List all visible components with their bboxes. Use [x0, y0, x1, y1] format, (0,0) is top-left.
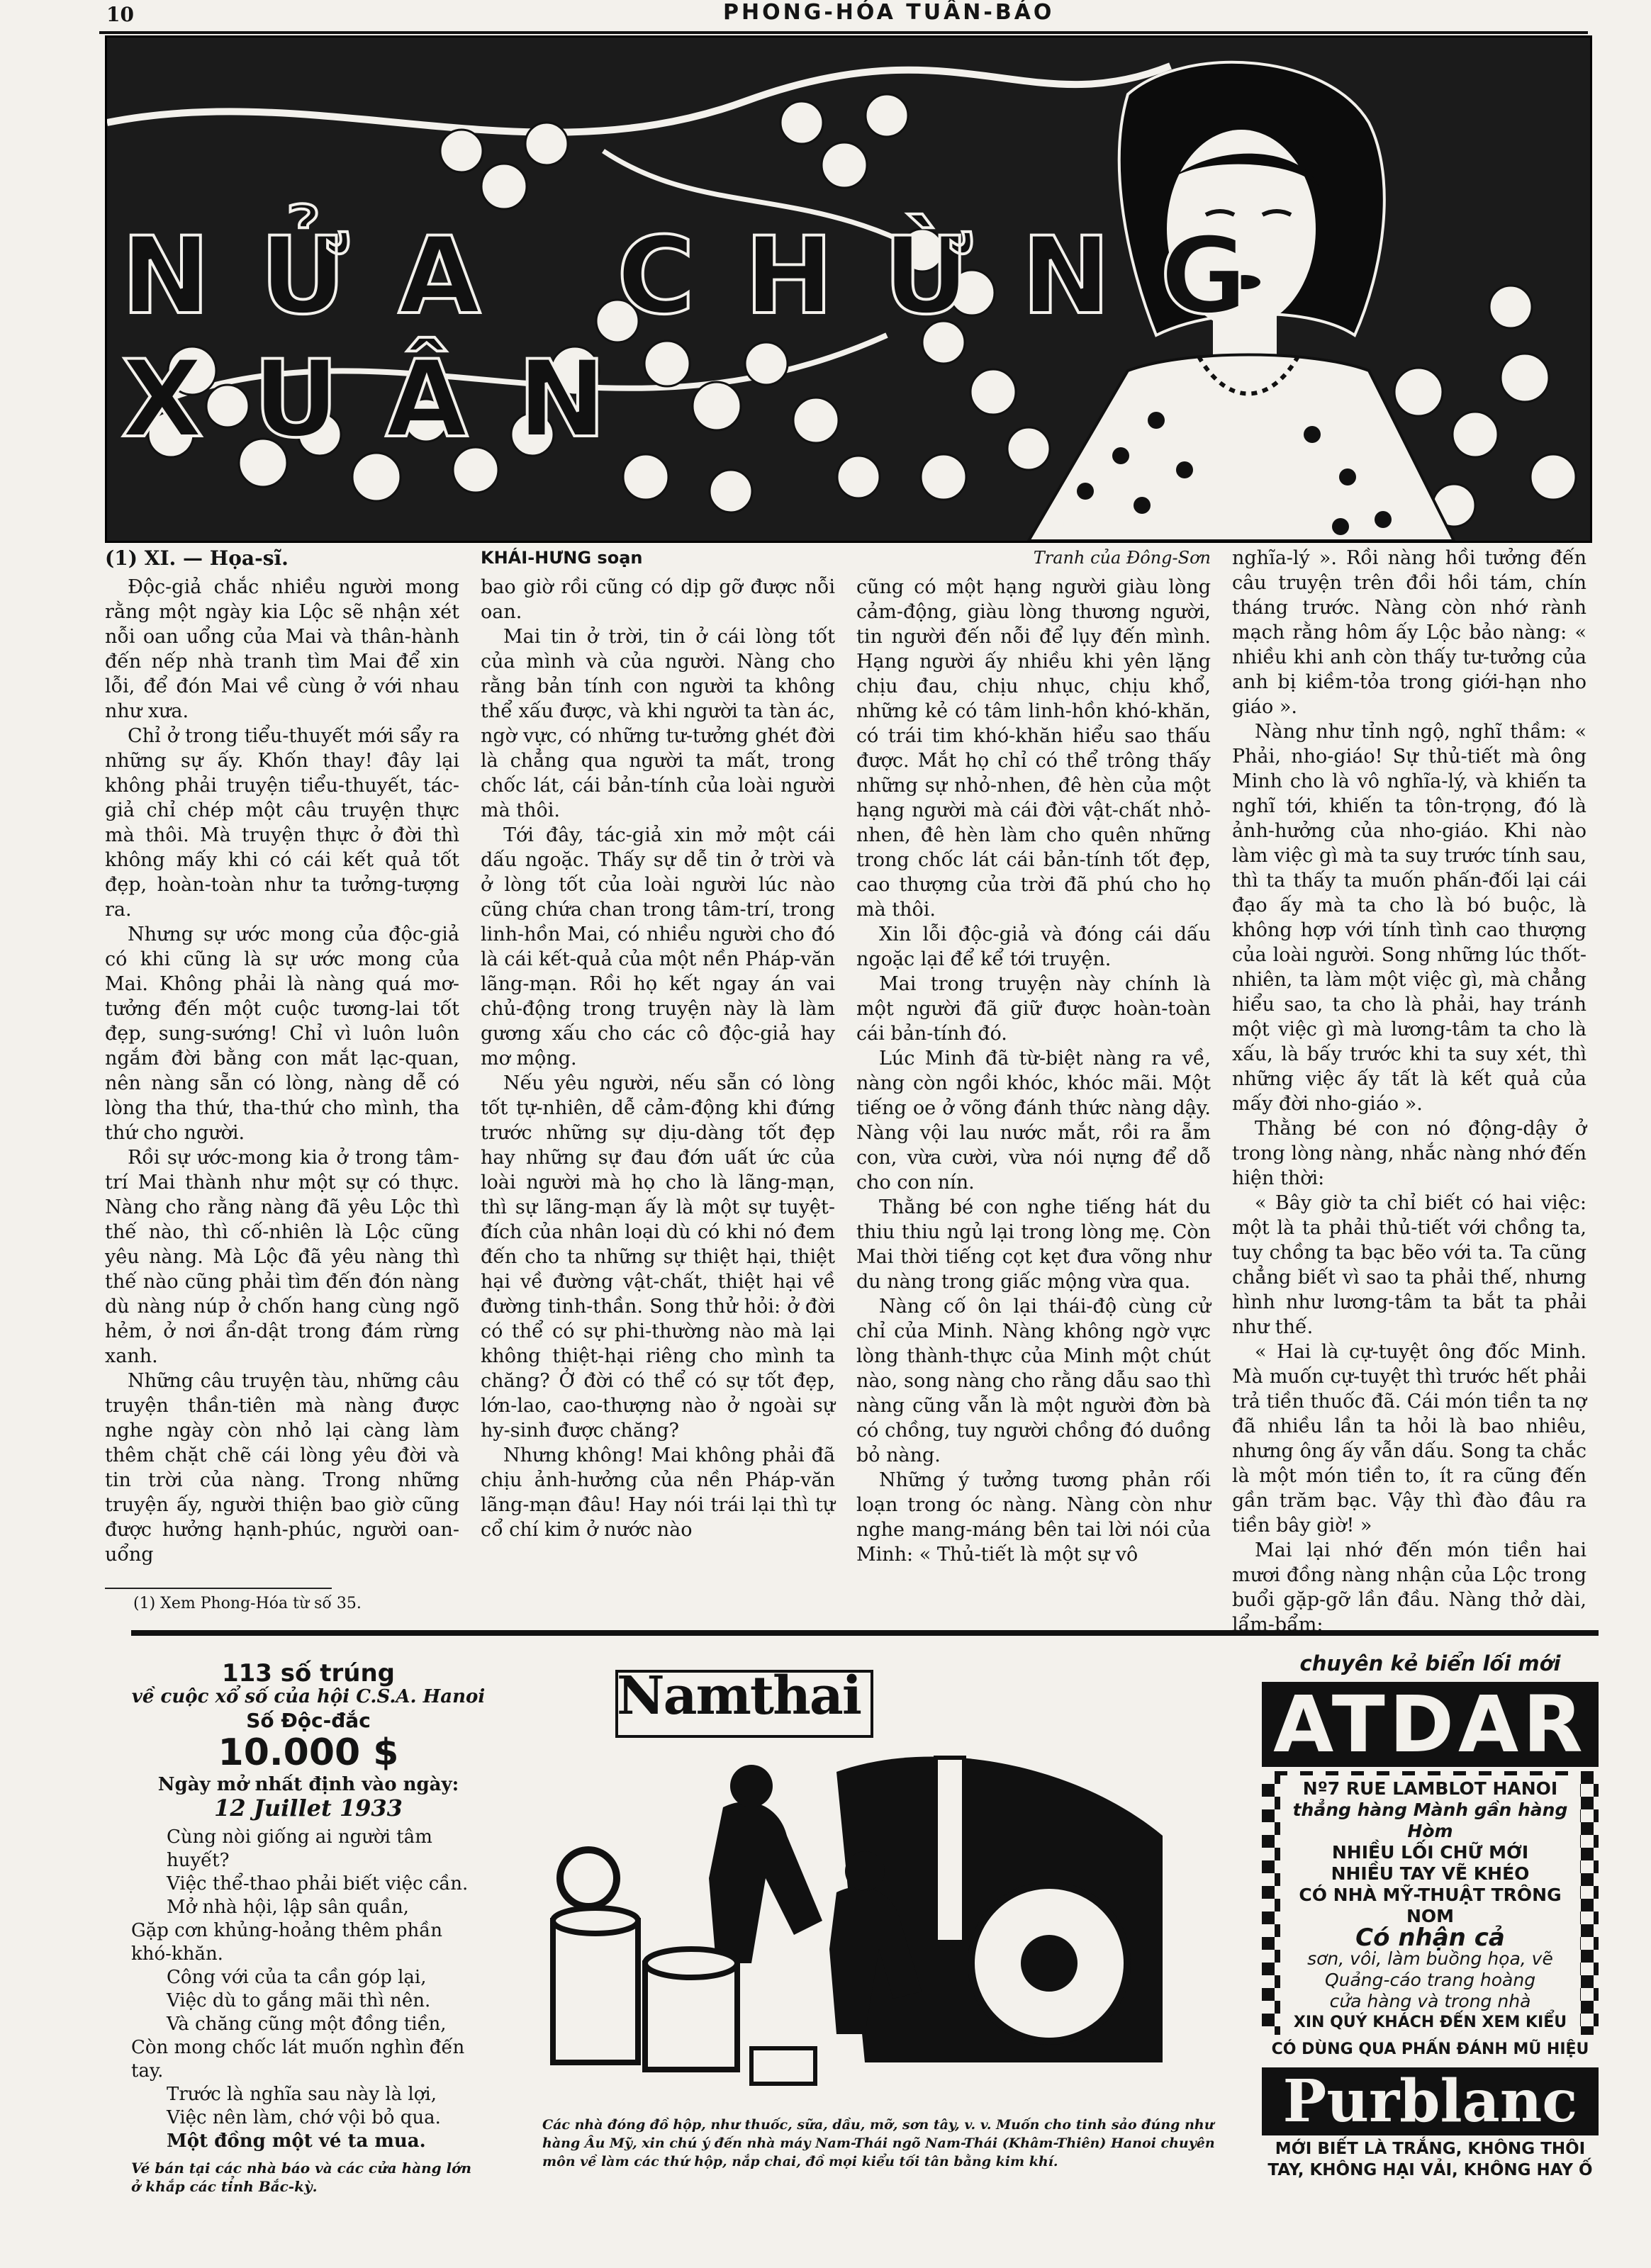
atdar-logo: ATDAR: [1262, 1682, 1599, 1767]
purblanc-logo: Purblanc: [1262, 2067, 1599, 2135]
poem-line: Việc thể-thao phải biết việc cần.: [167, 1873, 469, 1894]
paragraph: « Bây giờ ta chỉ biết có hai việc: một là ta phải thủ-tiết với chồng ta, tuy chồng ta bạc bẽo với ta. Ta cũng chẳng biết vì sao ta phải thế, nhưng hình như lương-tâm ta bắt ta phải như thế.: [1232, 1192, 1586, 1338]
poem-line: Và chăng cũng một đồng tiền,: [167, 2014, 447, 2035]
atdar-line: Có nhận cả: [1355, 1924, 1505, 1952]
article-column-1: [105, 546, 459, 1567]
atdar-advertisement: [1262, 1651, 1599, 2240]
article-column-4: [1232, 546, 1586, 1637]
lottery-footer: Vé bán tại các nhà báo và các cửa hàng lớn ở khắp các tỉnh Bắc-kỳ.: [131, 2160, 472, 2195]
title-banner: [105, 35, 1592, 543]
atdar-line: cửa hàng và trong nhà: [1329, 1991, 1531, 2011]
page-number: 10: [106, 3, 134, 26]
author-byline: KHÁI-HƯNG soạn: [481, 548, 643, 568]
namthai-logo: Namthai: [617, 1666, 861, 1727]
paragraph: Nhưng không! Mai không phải đã chịu ảnh-hưởng của nền Pháp-văn lãng-mạn đâu! Hay nói trái lại thì tự cổ chí kim ở nước nào: [481, 1444, 835, 1541]
atdar-headline: chuyên kẻ biển lối mới: [1299, 1651, 1561, 1675]
lottery-date: 12 Juillet 1933: [214, 1795, 403, 1821]
serial-article: [105, 546, 1588, 1636]
illustration-credit: Tranh của Đông-Sơn: [1033, 548, 1211, 568]
article-column-3: [856, 546, 1211, 1567]
artist-monogram: ĐS: [1050, 505, 1103, 543]
paragraph: Mai trong truyện này chính là một người đã giữ được hoàn-toàn cái bản-tính đó.: [856, 973, 1211, 1045]
footnote: (1) Xem Phong-Hóa từ số 35.: [133, 1595, 362, 1612]
paragraph: Nhưng sự ước mong của độc-giả có khi cũng là sự ước mong của Mai. Không phải là nàng quá mơ-tưởng đến một cuộc tương-lai tốt đẹp, sung-sướng! Chỉ vì luôn luôn ngắm đời bằng con mắt lạc-quan, nên nàng sẵn có lòng, nàng dễ có lòng tha thứ, tha-thứ cho mình, tha thứ cho người.: [105, 924, 459, 1144]
paragraph: bao giờ rồi cũng có dịp gỡ được nỗi oan.: [481, 576, 835, 623]
paragraph: Những ý tưởng tương phản rối loạn trong óc nàng. Nàng còn như nghe mang-máng bên tai lời nói của Minh: « Thủ-tiết là một sự vô: [856, 1469, 1211, 1566]
lottery-line-1: 113 số trúng: [221, 1659, 395, 1688]
atdar-line: sơn, vôi, làm buồng họa, vẽ: [1307, 1948, 1553, 1969]
paragraph: Nàng như tỉnh ngộ, nghĩ thầm: « Phải, nho-giáo! Sự thủ-tiết mà ông Minh cho là vô nghĩa-lý, và khiến ta nghĩ tới, khiến ta tôn-trọng, đó là ảnh-hưởng của nho-giáo. Khi nào làm việc gì mà ta suy trước tính sau, thì ta thấy ta muốn phấn-đối lại cái đạo ấy mà ta cho là bó buộc, là không hợp với tính tình cao thượng của loài người. Song những lúc thốt-nhiên, ta làm một việc gì, mà chẳng hiểu sao, ta cho là phải, hay tránh một việc gì mà lương-tâm ta cho là xấu, là bấy trước khi ta suy xét, thì những việc ấy tất là kết quả của mấy đời nho-giáo ».: [1232, 721, 1586, 1115]
poem-line: Cùng nòi giống ai người tâm huyết?: [167, 1826, 432, 1871]
poem-line: Việc nên làm, chớ vội bỏ qua.: [167, 2107, 441, 2128]
footnote-rule: [105, 1588, 332, 1589]
atdar-line: CÓ DÙNG QUA PHẤN ĐÁNH MŨ HIỆU: [1271, 2040, 1589, 2058]
namthai-caption: Các nhà đóng đồ hộp, như thuốc, sữa, dầu, mỡ, sơn tây, v. v. Muốn cho tinh sảo đúng như hàng Âu Mỹ, xin chú ý đến nhà máy Nam-Thái ngõ Nam-Thái (Khâm-Thiên) Hanoi chuyên môn về làm các thứ hộp, nắp chai, đồ mọi kiểu tối tân bằng kim khí.: [542, 2117, 1215, 2169]
banner-title: NỬA CHỪNG XUÂN: [121, 215, 1297, 461]
paragraph: Mai lại nhớ đến món tiền hai mươi đồng nàng nhận của Lộc trong buổi gặp-gỡ lần đầu. Nàng thở dài, lẩm-bẩm:: [1232, 1539, 1586, 1636]
paragraph: Xin lỗi độc-giả và đóng cái dấu ngoặc lại để kể tới truyện.: [856, 924, 1211, 970]
paragraph: cũng có một hạng người giàu lòng cảm-động, giàu lòng thương người, tin người đến nỗi để lụy đến mình. Hạng người ấy nhiều khi yên lặng chịu đau, chịu nhục, chịu khổ, những kẻ có tâm linh-hồn khó-khăn, có trái tim khó-khăn hiểu sao thấu được. Mắt họ chỉ có thể trông thấy những sự nhỏ-nhen, đê hèn của một hạng người mà cái đời vật-chất nhỏ-nhen, đê hèn làm cho quên những trong chốc lát cái bản-tính tốt đẹp, cao thượng của trời đã phú cho họ mà thôi.: [856, 576, 1211, 921]
paragraph: « Hai là cự-tuyệt ông đốc Minh. Mà muốn cự-tuyệt thì trước hết phải trả tiền thuốc đã. Cái món tiền ta nợ đã nhiều lần ta hỏi là bao nhiêu, nhưng ông ấy vẫn dấu. Song ta chắc là một món tiền to, ít ra cũng đến gần trăm bạc. Vậy thì đào đâu ra tiền bây giờ! »: [1232, 1341, 1586, 1537]
paragraph: Những câu truyện tàu, những câu truyện thần-tiên mà nàng được nghe ngày còn nhỏ lại càng làm thêm chặt chẽ cái lòng yêu đời và tin trời của nàng. Trong những truyện ấy, người thiện bao giờ cũng được hưởng hạnh-phúc, người oan-uổng: [105, 1370, 459, 1566]
atdar-text-panel: [1280, 1775, 1580, 2036]
paragraph: nghĩa-lý ». Rồi nàng hồi tưởng đến câu truyện trên đồi hồi tám, chín tháng trước. Nàng còn nhớ rành mạch rằng hôm ấy Lộc bảo nàng: « nhiều khi anh còn thấy tư-tưởng của anh bị kiềm-tỏa trong giới-hạn nho giáo ».: [1232, 547, 1586, 718]
atdar-line: NHIỀU LỐI CHỮ MỚI: [1331, 1842, 1529, 1863]
lottery-jackpot: 10.000 $: [218, 1731, 399, 1774]
chapter-heading: (1) XI. — Họa-sĩ.: [105, 546, 289, 570]
page-header: [99, 0, 1588, 34]
paragraph: Lúc Minh đã từ-biệt nàng ra về, nàng còn ngồi khóc, khóc mãi. Một tiếng oe ở võng đánh thức nàng dậy. Nàng vội lau nước mắt, rồi ra ẵm con, vừa cười, vừa nói nựng để dỗ cho con nín.: [856, 1048, 1211, 1194]
atdar-line: thẳng hàng Mành gần hàng Hòm: [1292, 1800, 1568, 1841]
atdar-line: CÓ NHÀ MỸ-THUẬT TRÔNG NOM: [1299, 1885, 1562, 1926]
paragraph: Tới đây, tác-giả xin mở một cái dấu ngoặc. Thấy sự dễ tin ở trời và ở lòng tốt của loài người lúc nào cũng chứa chan trong tâm-trí, trong linh-hồn Mai, có nhiều người cho đó là cái kết-quả của một nền Pháp-văn lãng-mạn. Rồi họ kết ngay án vai chủ-động trong truyện này là làm gương xấu cho các cô độc-giả hay mơ mộng.: [481, 824, 835, 1070]
poem-line: Công với của ta cần góp lại,: [167, 1967, 427, 1988]
poem-line: Trước là nghĩa sau này là lợi,: [167, 2084, 437, 2105]
paragraph: Thằng bé con nó động-dậy ở trong lòng nàng, nhắc nàng nhớ đến hiện thời:: [1232, 1118, 1586, 1189]
purblanc-tagline-2: TAY, KHÔNG HẠI VẢI, KHÔNG HAY Ố: [1267, 2161, 1593, 2179]
lottery-line-2: về cuộc xổ số của hội C.S.A. Hanoi: [131, 1686, 486, 1707]
lottery-line-4: Ngày mở nhất định vào ngày:: [157, 1774, 459, 1795]
paragraph: Rồi sự ước-mong kia ở trong tâm-trí Mai thành như một sự có thực. Nàng cho rằng nàng đã yêu Lộc thì thế nào, thì cố-nhiên là Lộc cũng yêu nàng. Mà Lộc đã yêu nàng thì thế nào cũng phải tìm đến đón nàng dù nàng núp ở chốn hang cùng ngõ hẻm, ở nơi ẩn-dật trong đám rừng xanh.: [105, 1147, 459, 1367]
paragraph: Mai tin ở trời, tin ở cái lòng tốt của mình và của người. Nàng cho rằng bản tính con người ta không thể xấu được, và khi người ta tàn ác, ngờ vực, có những tư-tưởng ghét đời là chẳng qua người ta mất, trong chốc lát, cái bản-tính của loài người mà thôi.: [481, 626, 835, 821]
paragraph: Thằng bé con nghe tiếng hát du thiu thiu ngủ lại trong lòng mẹ. Còn Mai thời tiếng cọt kẹt đưa võng như du nàng trong giấc mộng vừa qua.: [856, 1196, 1211, 1293]
atdar-checkered-panel: [1262, 1771, 1599, 2035]
article-column-2: [481, 546, 835, 1542]
paragraph: Nàng cố ôn lại thái-độ cùng cử chỉ của Minh. Nàng không ngờ vực lòng thành-thực của Minh một chút nào, song nàng cho rằng dẫu sao thì nàng cũng vẫn là một người đờn bà có chồng, tuy người chồng đó duồng bỏ nàng.: [856, 1296, 1211, 1466]
purblanc-tagline-1: MỚI BIẾT LÀ TRẮNG, KHÔNG THÔI: [1275, 2140, 1586, 2158]
paragraph: Độc-giả chắc nhiều người mong rằng một ngày kia Lộc sẽ nhận xét nỗi oan uổng của Mai và thân-hành đến nếp nhà tranh tìm Mai để xin lỗi, để đón Mai về cùng ở với nhau như xưa.: [105, 576, 459, 722]
masthead: PHONG-HÓA TUẦN-BÁO: [723, 0, 1055, 25]
poem-line: Gặp cơn khủng-hoảng thêm phần khó-khăn.: [131, 1920, 442, 1965]
paragraph: Nếu yêu người, nếu sẵn có lòng tốt tự-nhiên, dễ cảm-động khi đứng trước những sự dịu-dàng tốt đẹp hay những sự đau đớn uất ức của loài người mà họ cho là lãng-mạn, thì sự lãng-mạn ấy là một sự tuyệt-đích của nhân loại dù có khi nó đem đến cho ta những sự thiệt hại, thiệt hại về đường vật-chất, thiệt hại về đường tinh-thần. Song thử hỏi: ở đời có thể có sự phi-thường nào mà lại không thiệt-hại riêng cho mình ta chăng? Ở đời có thể có sự tốt đẹp, lớn-lao, cao-thượng nào ở ngoài sự hy-sinh được chăng?: [481, 1072, 835, 1442]
atdar-line: XIN QUÝ KHÁCH ĐẾN XEM KIỂU: [1293, 2014, 1567, 2031]
atdar-line: Quảng-cáo trang hoàng: [1324, 1970, 1536, 1990]
paragraph: Chỉ ở trong tiểu-thuyết mới sẩy ra những sự ấy. Khốn thay! đây lại không phải truyện tiểu-thuyết, tác-giả chỉ chép một câu truyện thực mà thôi. Mà truyện thực ở đời thì không mấy khi có cái kết quả tốt đẹp, hoàn-toàn như ta tưởng-tượng ra.: [105, 725, 459, 921]
atdar-address: Nº7 RUE LAMBLOT HANOI: [1302, 1778, 1558, 1799]
factory-workers-illustration: [539, 1666, 1219, 2105]
lottery-line-3: Số Độc-đắc: [246, 1709, 371, 1732]
lottery-advertisement: [131, 1659, 486, 2229]
poem-line: Còn mong chốc lát muốn nghìn đến tay.: [131, 2037, 465, 2082]
ad-section-divider: [131, 1630, 1599, 1636]
lottery-poem: [131, 1826, 486, 2153]
poem-line: Một đồng một vé ta mua.: [167, 2131, 426, 2152]
atdar-line: NHIỀU TAY VẼ KHÉO: [1331, 1863, 1530, 1884]
poem-line: Mở nhà hội, lập sân quần,: [167, 1897, 409, 1918]
poem-line: Việc dù to gắng mãi thì nên.: [167, 1990, 431, 2011]
